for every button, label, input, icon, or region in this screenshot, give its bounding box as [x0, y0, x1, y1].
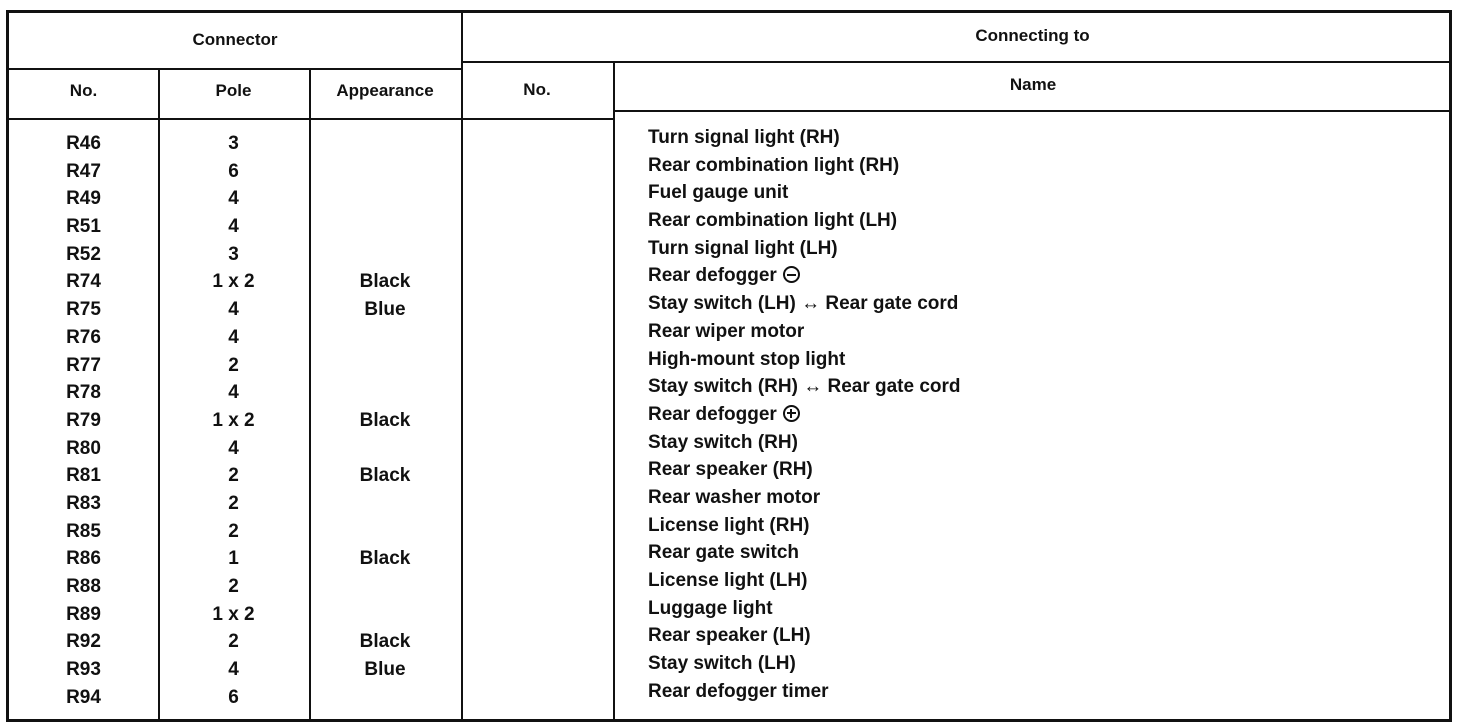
cell-pole: 4: [228, 299, 239, 321]
cell-name: [648, 429, 1438, 457]
cell-no: R74: [66, 271, 101, 293]
cell-to-no: [461, 379, 613, 407]
column-to-no: [461, 130, 613, 711]
cell-to-no: [461, 352, 613, 380]
cell-pole: 3: [228, 133, 239, 154]
plus-circle-icon: [783, 405, 800, 422]
cell-pole: 1 x 2: [212, 271, 255, 293]
cell-appearance: Black: [359, 409, 411, 431]
cell-no: R92: [66, 631, 101, 653]
cell-pole: 4: [228, 216, 239, 238]
minus-circle-icon: [783, 266, 800, 283]
column-no: [9, 130, 158, 711]
cell-appearance: Black: [359, 465, 411, 487]
cell-pole: 4: [228, 659, 239, 681]
divider-group-header-right: [461, 61, 1449, 63]
name-text: Rear combination light (LH): [648, 210, 898, 232]
cell-pole: 4: [228, 437, 239, 459]
cell-name: [648, 401, 1438, 429]
cell-name: [648, 124, 1438, 152]
cell-no: R47: [66, 160, 101, 182]
cell-name: [648, 678, 1438, 706]
cell-no: R52: [66, 243, 101, 265]
cell-appearance: [309, 490, 461, 518]
column-header-no: No.: [69, 81, 98, 100]
cell-no: R75: [66, 299, 101, 321]
cell-to-no: [461, 268, 613, 296]
cell-to-no: [461, 158, 613, 186]
divider-column-header-left: [9, 118, 613, 120]
name-text: Rear defogger: [648, 403, 777, 425]
cell-name: [648, 539, 1438, 567]
cell-to-no: [461, 573, 613, 601]
cell-to-no: [461, 324, 613, 352]
cell-pole: 4: [228, 382, 239, 404]
column-name: [648, 124, 1438, 705]
cell-to-no: [461, 130, 613, 158]
cell-to-no: [461, 518, 613, 546]
cell-appearance: Black: [359, 631, 411, 653]
column-header-appearance: Appearance: [336, 81, 434, 100]
column-appearance: [309, 130, 461, 711]
cell-appearance: Black: [359, 548, 411, 570]
cell-pole: 2: [228, 492, 239, 514]
cell-no: R79: [66, 409, 101, 431]
cell-name: [648, 650, 1438, 678]
cell-to-no: [461, 185, 613, 213]
cell-no: R81: [66, 465, 101, 487]
cell-pole: 2: [228, 465, 239, 487]
cell-no: R76: [66, 326, 101, 348]
cell-pole: 4: [228, 188, 239, 210]
cell-no: R49: [66, 188, 101, 210]
cell-pole: 2: [228, 520, 239, 542]
cell-name: [648, 318, 1438, 346]
cell-appearance: [309, 158, 461, 186]
divider-column-header-right: [613, 110, 1449, 112]
cell-appearance: [309, 324, 461, 352]
column-header-to-no: No.: [523, 80, 551, 99]
group-header-connector: Connector: [192, 30, 278, 49]
cell-name: [648, 595, 1438, 623]
cell-appearance: Blue: [364, 659, 406, 681]
name-text: Stay switch (LH): [648, 653, 796, 675]
cell-pole: 1 x 2: [212, 409, 255, 431]
divider-to-no-name: [613, 61, 615, 719]
name-text: Rear defogger timer: [648, 680, 829, 702]
cell-appearance: [309, 435, 461, 463]
name-text: Rear speaker (RH): [648, 459, 813, 481]
cell-no: R88: [66, 576, 101, 597]
name-text: Luggage light: [648, 597, 773, 619]
cell-name: [648, 207, 1438, 235]
cell-to-no: [461, 241, 613, 269]
name-text: Rear wiper motor: [648, 320, 805, 342]
cell-appearance: [309, 684, 461, 712]
name-text: Rear speaker (LH): [648, 625, 811, 647]
cell-appearance: [309, 573, 461, 601]
cell-name: [648, 622, 1438, 650]
cell-appearance: [309, 130, 461, 158]
column-header-pole: Pole: [215, 81, 252, 100]
column-pole: [158, 130, 309, 711]
cell-appearance: [309, 601, 461, 629]
cell-to-no: [461, 684, 613, 712]
name-text: Stay switch (RH): [648, 431, 798, 453]
cell-to-no: [461, 435, 613, 463]
column-header-name: Name: [1009, 75, 1057, 94]
cell-no: R93: [66, 659, 101, 681]
cell-no: R83: [66, 492, 101, 514]
cell-name: [648, 290, 1438, 318]
name-text: License light (LH): [648, 570, 808, 591]
cell-appearance: [309, 379, 461, 407]
cell-pole: 6: [228, 686, 239, 708]
cell-name: [648, 262, 1438, 290]
cell-pole: 1: [228, 548, 239, 570]
name-text: Stay switch (LH) ↔ Rear gate cord: [648, 293, 959, 315]
cell-name: [648, 484, 1438, 512]
name-text: Turn signal light (LH): [648, 237, 838, 259]
cell-no: R77: [66, 354, 101, 376]
cell-no: R80: [66, 437, 101, 459]
cell-to-no: [461, 490, 613, 518]
cell-no: R94: [66, 686, 101, 708]
cell-pole: 2: [228, 576, 239, 597]
cell-name: [648, 512, 1438, 540]
cell-name: [648, 456, 1438, 484]
cell-to-no: [461, 407, 613, 435]
cell-to-no: [461, 213, 613, 241]
cell-appearance: [309, 352, 461, 380]
cell-name: [648, 373, 1438, 401]
name-text: Rear gate switch: [648, 542, 799, 564]
name-text: Fuel gauge unit: [648, 182, 789, 204]
cell-name: [648, 235, 1438, 263]
cell-to-no: [461, 656, 613, 684]
cell-appearance: Blue: [364, 299, 406, 321]
cell-appearance: [309, 213, 461, 241]
cell-to-no: [461, 601, 613, 629]
cell-appearance: [309, 241, 461, 269]
cell-pole: 3: [228, 243, 239, 265]
cell-no: R89: [66, 603, 101, 625]
cell-no: R85: [66, 520, 101, 542]
cell-no: R78: [66, 382, 101, 404]
cell-appearance: [309, 185, 461, 213]
cell-pole: 1 x 2: [212, 603, 255, 625]
group-header-connecting-to: Connecting to: [975, 26, 1090, 45]
name-text: Stay switch (RH) ↔ Rear gate cord: [648, 376, 961, 398]
name-text: Rear washer motor: [648, 486, 821, 508]
cell-appearance: [309, 518, 461, 546]
cell-to-no: [461, 296, 613, 324]
cell-no: R51: [66, 216, 101, 238]
cell-name: [648, 567, 1438, 595]
cell-name: [648, 152, 1438, 180]
cell-pole: 4: [228, 326, 239, 348]
name-text: Rear combination light (RH): [648, 154, 900, 176]
name-text: License light (RH): [648, 514, 810, 536]
cell-pole: 2: [228, 631, 239, 653]
cell-pole: 6: [228, 160, 239, 182]
cell-name: [648, 179, 1438, 207]
cell-appearance: Black: [359, 271, 411, 293]
cell-no: R46: [66, 133, 101, 154]
cell-name: [648, 346, 1438, 374]
name-text: Turn signal light (RH): [648, 127, 840, 148]
cell-to-no: [461, 545, 613, 573]
cell-no: R86: [66, 548, 101, 570]
divider-group-header-left: [9, 68, 461, 70]
cell-to-no: [461, 628, 613, 656]
name-text: High-mount stop light: [648, 348, 846, 370]
cell-pole: 2: [228, 354, 239, 376]
cell-to-no: [461, 462, 613, 490]
name-text: Rear defogger: [648, 265, 777, 287]
